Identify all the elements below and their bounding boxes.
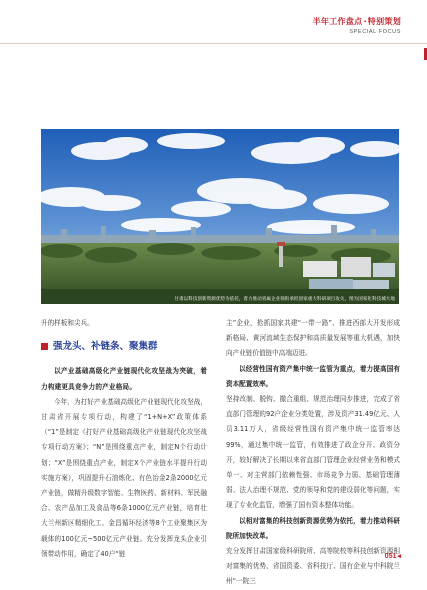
column-english: SPECIAL FOCUS: [349, 29, 401, 35]
header-rule: [0, 43, 427, 44]
lead-bold-paragraph: 以产业基础高级化产业链现代化攻坚战为突破，着力构建更具竞争力的产业格局。: [41, 367, 207, 391]
page-arrow-icon: ◂: [397, 553, 401, 560]
column-title: 半年工作盘点: [312, 17, 363, 26]
column-name: [313, 16, 401, 27]
body-paragraph: 充分发挥甘肃国家级科研院所、高等院校等科技创新资源相对富集的优势，省国资委、省科技厅、国有企业与中科院兰州“一院三: [226, 547, 400, 586]
page-number: [385, 552, 401, 560]
body-paragraph: 坚持改制、脱钩、撤合重组、规范治理同步推进，完成了省直部门管理的92户企业分类处置，涉及资产31.49亿元、人员3.11万人，省级经营性国有资产集中统一监管率达99%，通过集中统一监管，有效推进了政企分开、政资分开，较好解决了长期以来省直部门管理企业经营业务和模式单一、对主营部门依赖性强、市场竞争力弱、基础管理薄弱、法人治理不规范、党的领导和党的建设弱化等问题，实现了专业化监管，增强了国有资本整体功能。: [226, 395, 400, 510]
left-column: [41, 316, 207, 562]
page-number-text: 051: [384, 553, 397, 560]
intro-text: 升的样板和尖兵。: [41, 319, 94, 327]
header-separator: ·: [363, 17, 367, 26]
body-paragraph: 今年，为打好产业基础高级化产业链现代化攻坚战，甘肃省开展专项行动，构建了“1+N+X”政策体系（“1”是制定《打好产业基础高级化产业链现代化攻坚战专项行动方案》；“N”是围绕重点产业，制定N个行动计划；“X”是围绕重点产业，制定X个产业链水平提升行动实施方案），巩固提升石油炼化、有色冶金2条2000亿元产业链，做精升级数字智能、生物医药、新材料、军民融合、农产品加工及食品等6条1000亿元产业链，培育壮大兰州新区精细化工、金昌循环经济等8个工业聚集区为载体的100亿元~500亿元产业链。充分发挥龙头企业引领带动作用，确定了40户“链: [41, 397, 207, 558]
section-title: 强龙头、补链条、聚集群: [53, 341, 158, 353]
lead-bold-paragraph: 以经营性国有资产集中统一监管为重点，着力提高国有资本配置效率。: [226, 364, 400, 388]
right-column: [226, 316, 400, 590]
body-paragraph: 主”企业，抢抓国家共建“一带一路”、推进西部大开发形成新格局、黄河流域生态保护和高质量发展等重大机遇，加快向产业链价值链中高端迈进。: [226, 319, 400, 358]
section-marker-icon: [41, 343, 48, 350]
feature-photo: [41, 129, 399, 304]
section-heading: [41, 339, 207, 354]
photo-caption: 甘肃以科技创新资源优势为依托，着力推动省属企业领衔承担国家重大科研项目攻关，图为国家化科技城大地: [174, 297, 395, 302]
column-subtitle: 特别策划: [367, 17, 401, 26]
running-header: [313, 16, 401, 35]
lead-bold-paragraph: 以相对富集的科技创新资源优势为依托，着力推动科研院所加快改革。: [226, 516, 400, 540]
city-skyline-image: [41, 129, 399, 304]
